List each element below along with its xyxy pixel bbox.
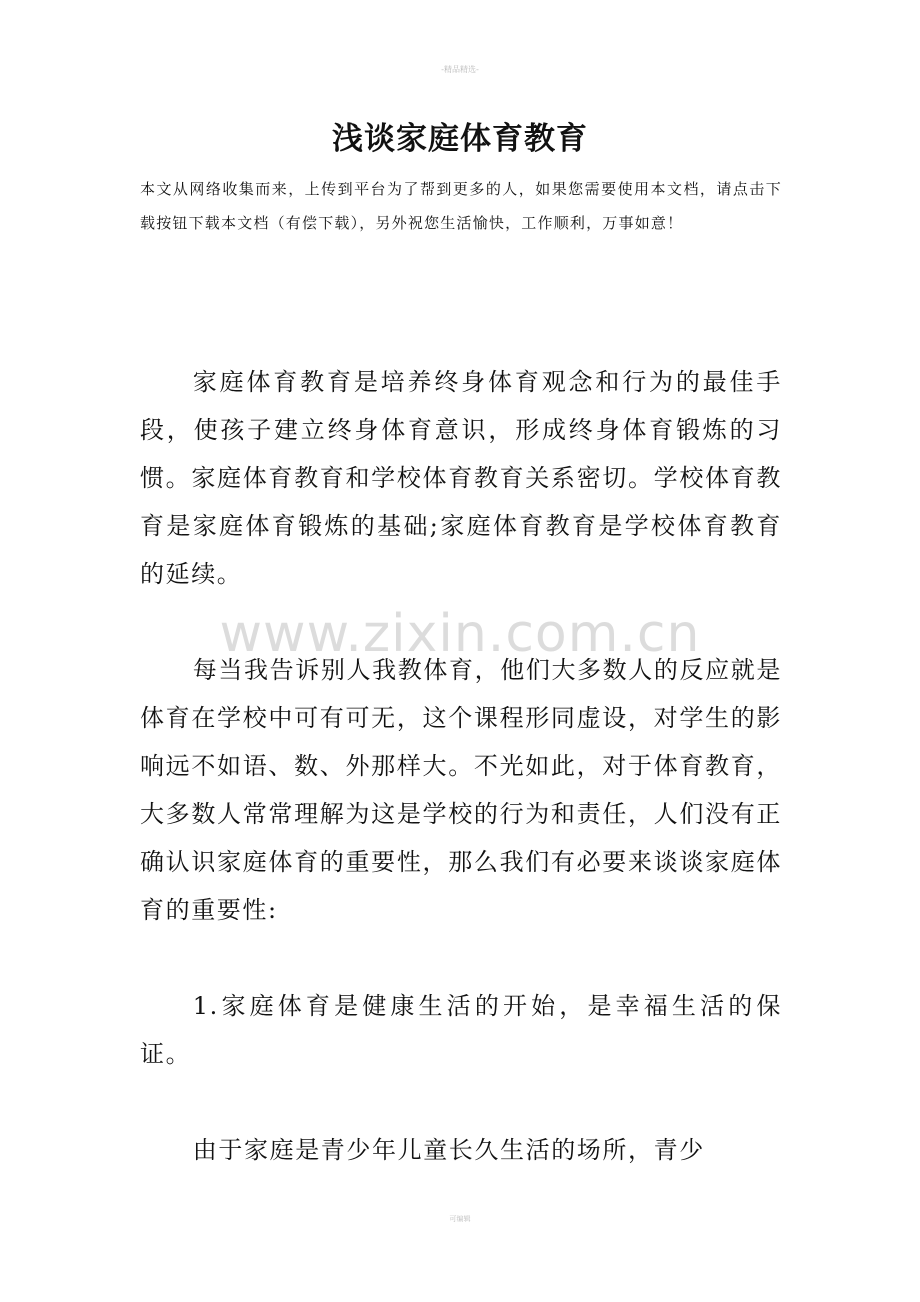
header-mark: -精品精选- (441, 65, 479, 74)
paragraph-1: 家庭体育教育是培养终身体育观念和行为的最佳手段，使孩子建立终身体育意识，形成终身体育锻炼的习惯。家庭体育教育和学校体育教育关系密切。学校体育教育是家庭体育锻炼的基础;家庭体育教育是学校体育教育的延续。 (140, 368, 782, 588)
paragraph-4: 由于家庭是青少年儿童长久生活的场所，青少 (192, 1136, 705, 1164)
watermark: www.zixin.com.cn (219, 604, 701, 664)
paragraph-3: 1.家庭体育是健康生活的开始，是幸福生活的保证。 (140, 992, 782, 1068)
footer-mark: 可编辑 (449, 1215, 471, 1223)
intro-notice: 本文从网络收集而来，上传到平台为了帮到更多的人，如果您需要使用本文档，请点击下载按钮下载本文档（有偿下载），另外祝您生活愉快，工作顺利，万事如意！ (140, 180, 782, 232)
paragraph-2: 每当我告诉别人我教体育，他们大多数人的反应就是体育在学校中可有可无，这个课程形同虚设，对学生的影响远不如语、数、外那样大。不光如此，对于体育教育，大多数人常常理解为这是学校的行为和责任，人们没有正确认识家庭体育的重要性，那么我们有必要来谈谈家庭体育的重要性: (140, 656, 782, 924)
document-title: 浅谈家庭体育教育 (332, 121, 588, 157)
